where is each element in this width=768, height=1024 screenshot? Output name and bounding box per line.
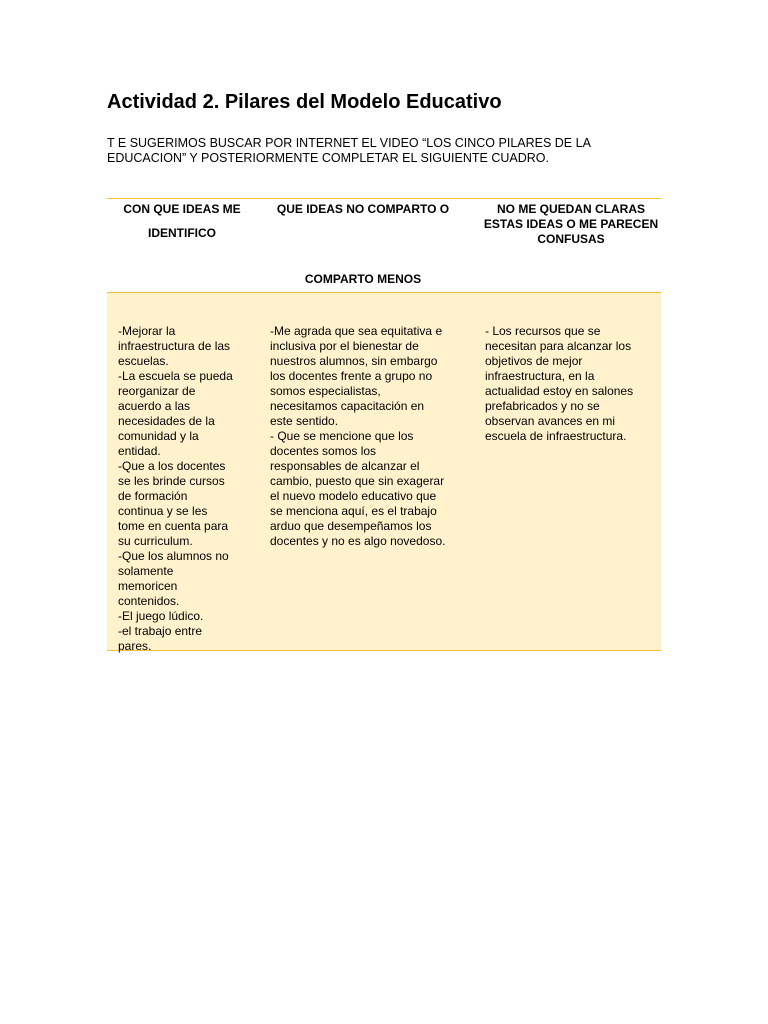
cell-confusas: - Los recursos que se necesitan para alcanzar los objetivos de mejor infraestructura, en la actualidad estoy en salones prefabricados y no se observan avances en mi escuela de infraestructura. bbox=[485, 324, 634, 443]
cell-identifico: -Mejorar la infraestructura de las escuelas. -La escuela se pueda reorganizar de acuerdo a las necesidades de la comunidad y la entidad. -Que a los docentes se les brinde cursos de formación continua y se les tome en cuenta para su curriculum. -Que los alumnos no solamente memoricen contenidos. -El juego lúdico. -el trabajo entre pares. bbox=[118, 324, 233, 653]
intro-line-2: EDUCACION” Y POSTERIORMENTE COMPLETAR EL SIGUIENTE CUADRO. bbox=[107, 151, 549, 165]
header-col2-line1: QUE IDEAS NO COMPARTO O bbox=[276, 202, 450, 216]
page-title: Actividad 2. Pilares del Modelo Educativo bbox=[107, 91, 502, 113]
header-col2-line2: COMPARTO MENOS bbox=[304, 272, 422, 286]
table-body-row bbox=[107, 293, 661, 651]
table-header-row bbox=[107, 198, 661, 293]
cell-no-comparto: -Me agrada que sea equitativa e inclusiva por el bienestar de nuestros alumnos, sin embargo los docentes frente a grupo no somos especialistas, necesitamos capacitación en este sentido. - Que se mencione que los docentes somos los responsables de alcanzar el cambio, puesto que sin exagerar el nuevo modelo educativo que se menciona aquí, es el trabajo arduo que desempeñamos los docentes y no es algo novedoso. bbox=[270, 324, 446, 548]
ideas-table bbox=[107, 198, 661, 651]
header-col1-line2: IDENTIFICO bbox=[148, 226, 216, 240]
header-col3: NO ME QUEDAN CLARAS ESTAS IDEAS O ME PARECEN CONFUSAS bbox=[483, 202, 659, 246]
header-col1-line1: CON QUE IDEAS ME bbox=[123, 202, 241, 216]
intro-line-1: T E SUGERIMOS BUSCAR POR INTERNET EL VIDEO “LOS CINCO PILARES DE LA bbox=[107, 136, 591, 150]
intro-paragraph bbox=[107, 136, 667, 166]
